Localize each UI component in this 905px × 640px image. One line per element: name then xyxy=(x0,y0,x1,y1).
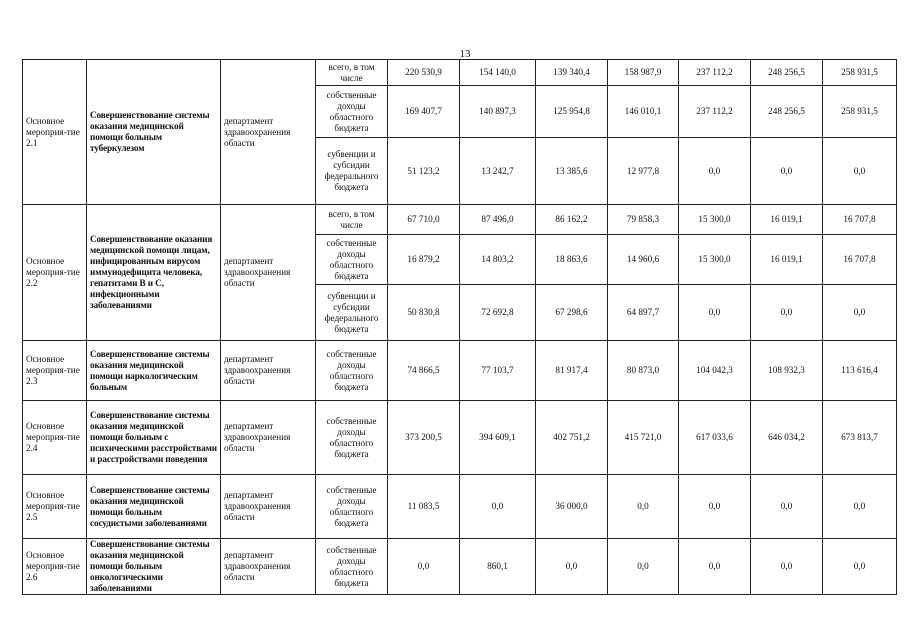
value-cell: 415 721,0 xyxy=(608,401,679,475)
value-cell: 146 010,1 xyxy=(608,86,679,138)
measure-cell: Основное мероприя-тие 2.4 xyxy=(23,401,87,475)
value-cell: 248 256,5 xyxy=(751,86,823,138)
value-cell: 0,0 xyxy=(751,285,823,341)
value-cell: 617 033,6 xyxy=(679,401,751,475)
value-cell: 0,0 xyxy=(608,539,679,595)
department-cell: департамент здравоохранения области xyxy=(221,205,316,341)
value-cell: 12 977,8 xyxy=(608,138,679,205)
measure-cell: Основное мероприя-тие 2.6 xyxy=(23,539,87,595)
value-cell: 0,0 xyxy=(388,539,460,595)
value-cell: 50 830,8 xyxy=(388,285,460,341)
budget-table xyxy=(22,59,897,595)
value-cell: 16 707,8 xyxy=(823,205,897,235)
value-cell: 15 300,0 xyxy=(679,235,751,285)
funding-source-cell: собственные доходы областного бюджета xyxy=(316,86,388,138)
value-cell: 0,0 xyxy=(536,539,608,595)
value-cell: 16 707,8 xyxy=(823,235,897,285)
department-cell: департамент здравоохранения области xyxy=(221,401,316,475)
value-cell: 154 140,0 xyxy=(460,60,536,86)
measure-name-cell: Совершенствование системы оказания медицинской помощи больным онкологическими заболеваниями xyxy=(87,539,221,595)
value-cell: 0,0 xyxy=(679,539,751,595)
value-cell: 169 407,7 xyxy=(388,86,460,138)
value-cell: 36 000,0 xyxy=(536,475,608,539)
measure-cell: Основное мероприя-тие 2.2 xyxy=(23,205,87,341)
table-row xyxy=(23,539,897,595)
value-cell: 0,0 xyxy=(751,475,823,539)
table-row xyxy=(23,475,897,539)
value-cell: 108 932,3 xyxy=(751,341,823,401)
value-cell: 51 123,2 xyxy=(388,138,460,205)
funding-source-cell: собственные доходы областного бюджета xyxy=(316,235,388,285)
value-cell: 237 112,2 xyxy=(679,60,751,86)
value-cell: 18 863,6 xyxy=(536,235,608,285)
measure-name-cell: Совершенствование оказания медицинской помощи лицам, инфицированным вирусом иммунодефицита человека, гепатитами В и С, инфекционными заболеваниями xyxy=(87,205,221,341)
value-cell: 64 897,7 xyxy=(608,285,679,341)
table-row xyxy=(23,205,897,235)
value-cell: 72 692,8 xyxy=(460,285,536,341)
value-cell: 14 803,2 xyxy=(460,235,536,285)
value-cell: 80 873,0 xyxy=(608,341,679,401)
value-cell: 373 200,5 xyxy=(388,401,460,475)
funding-source-cell: субвенции и субсидии федерального бюджета xyxy=(316,285,388,341)
value-cell: 258 931,5 xyxy=(823,86,897,138)
value-cell: 77 103,7 xyxy=(460,341,536,401)
table-row xyxy=(23,341,897,401)
value-cell: 258 931,5 xyxy=(823,60,897,86)
page-number: 13 xyxy=(459,48,471,60)
value-cell: 0,0 xyxy=(679,475,751,539)
funding-source-cell: всего, в том числе xyxy=(316,205,388,235)
measure-name-cell: Совершенствование системы оказания медицинской помощи больным с психическими расстройствами и расстройствами поведения xyxy=(87,401,221,475)
value-cell: 402 751,2 xyxy=(536,401,608,475)
value-cell: 139 340,4 xyxy=(536,60,608,86)
value-cell: 220 530,9 xyxy=(388,60,460,86)
measure-cell: Основное мероприя-тие 2.1 xyxy=(23,60,87,205)
value-cell: 237 112,2 xyxy=(679,86,751,138)
value-cell: 67 298,6 xyxy=(536,285,608,341)
value-cell: 0,0 xyxy=(751,138,823,205)
value-cell: 158 987,9 xyxy=(608,60,679,86)
measure-name-cell: Совершенствование системы оказания медицинской помощи наркологическим больным xyxy=(87,341,221,401)
value-cell: 15 300,0 xyxy=(679,205,751,235)
value-cell: 13 242,7 xyxy=(460,138,536,205)
value-cell: 0,0 xyxy=(608,475,679,539)
value-cell: 87 496,0 xyxy=(460,205,536,235)
table-row xyxy=(23,60,897,86)
measure-name-cell: Совершенствование системы оказания медицинской помощи больным сосудистыми заболеваниями xyxy=(87,475,221,539)
value-cell: 394 609,1 xyxy=(460,401,536,475)
funding-source-cell: собственные доходы областного бюджета xyxy=(316,539,388,595)
department-cell: департамент здравоохранения области xyxy=(221,475,316,539)
department-cell: департамент здравоохранения области xyxy=(221,539,316,595)
value-cell: 125 954,8 xyxy=(536,86,608,138)
value-cell: 0,0 xyxy=(823,285,897,341)
value-cell: 86 162,2 xyxy=(536,205,608,235)
value-cell: 67 710,0 xyxy=(388,205,460,235)
funding-source-cell: всего, в том числе xyxy=(316,60,388,86)
value-cell: 113 616,4 xyxy=(823,341,897,401)
value-cell: 673 813,7 xyxy=(823,401,897,475)
funding-source-cell: субвенции и субсидии федерального бюджета xyxy=(316,138,388,205)
value-cell: 0,0 xyxy=(679,138,751,205)
value-cell: 81 917,4 xyxy=(536,341,608,401)
department-cell: департамент здравоохранения области xyxy=(221,341,316,401)
value-cell: 74 866,5 xyxy=(388,341,460,401)
table-row xyxy=(23,401,897,475)
value-cell: 0,0 xyxy=(751,539,823,595)
value-cell: 248 256,5 xyxy=(751,60,823,86)
funding-source-cell: собственные доходы областного бюджета xyxy=(316,475,388,539)
value-cell: 16 019,1 xyxy=(751,205,823,235)
value-cell: 11 083,5 xyxy=(388,475,460,539)
funding-source-cell: собственные доходы областного бюджета xyxy=(316,341,388,401)
value-cell: 79 858,3 xyxy=(608,205,679,235)
measure-cell: Основное мероприя-тие 2.3 xyxy=(23,341,87,401)
value-cell: 16 019,1 xyxy=(751,235,823,285)
department-cell: департамент здравоохранения области xyxy=(221,60,316,205)
value-cell: 104 042,3 xyxy=(679,341,751,401)
value-cell: 0,0 xyxy=(823,539,897,595)
measure-name-cell: Совершенствование системы оказания медицинской помощи больным туберкулезом xyxy=(87,60,221,205)
funding-source-cell: собственные доходы областного бюджета xyxy=(316,401,388,475)
value-cell: 0,0 xyxy=(679,285,751,341)
value-cell: 13 385,6 xyxy=(536,138,608,205)
value-cell: 0,0 xyxy=(823,475,897,539)
value-cell: 16 879,2 xyxy=(388,235,460,285)
value-cell: 14 960,6 xyxy=(608,235,679,285)
value-cell: 860,1 xyxy=(460,539,536,595)
value-cell: 0,0 xyxy=(460,475,536,539)
value-cell: 0,0 xyxy=(823,138,897,205)
value-cell: 646 034,2 xyxy=(751,401,823,475)
value-cell: 140 897,3 xyxy=(460,86,536,138)
measure-cell: Основное мероприя-тие 2.5 xyxy=(23,475,87,539)
